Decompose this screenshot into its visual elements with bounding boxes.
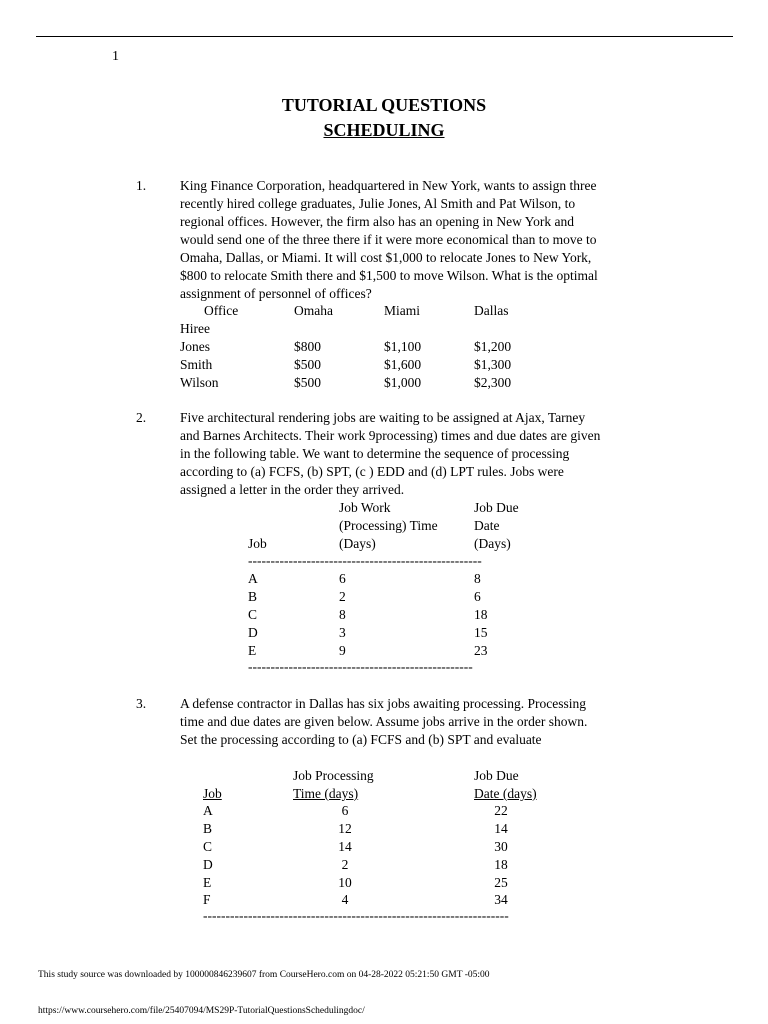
q3-time: 6 [341, 803, 349, 818]
q1-row-name: Jones [180, 339, 210, 354]
q3-time: 10 [338, 875, 352, 890]
q1-header-hiree: Hiree [180, 321, 210, 336]
q3-time: 14 [338, 839, 352, 854]
q2-header-work: (Days) [339, 536, 376, 551]
q2-job: E [248, 643, 257, 658]
q1-cell: $500 [294, 357, 321, 372]
q1-cell: $500 [294, 375, 321, 390]
q1-cell: $800 [294, 339, 321, 354]
q3-header-time: Time (days) [293, 786, 359, 801]
q2-header-work: Job Work [339, 500, 391, 515]
q1-row-name: Wilson [180, 375, 219, 390]
q2-due: 6 [474, 589, 481, 604]
q2-line: Five architectural rendering jobs are waiting to be assigned at Ajax, Tarney [180, 410, 586, 425]
q3-divider: -------------------------------------------------------------------- [203, 908, 509, 923]
q1-cell: $1,000 [384, 375, 422, 390]
q3-due: 30 [494, 839, 508, 854]
q2-number: 2. [136, 410, 147, 425]
q2-time: 8 [339, 607, 346, 622]
q3-number: 3. [136, 696, 147, 711]
q3-due: 25 [494, 875, 508, 890]
q1-col-header: Miami [384, 303, 420, 318]
q1-cell: $1,200 [474, 339, 512, 354]
q2-time: 6 [339, 571, 346, 586]
q1-row-name: Smith [180, 357, 213, 372]
q2-job: D [248, 625, 258, 640]
q1-line: recently hired college graduates, Julie Jones, Al Smith and Pat Wilson, to [180, 196, 576, 211]
q2-job: A [248, 571, 258, 586]
q1-cell: $1,600 [384, 357, 422, 372]
q3-line: time and due dates are given below. Assume jobs arrive in the order shown. [180, 714, 588, 729]
q2-header-due: Date [474, 518, 500, 533]
q3-line: A defense contractor in Dallas has six jobs awaiting processing. Processing [180, 696, 587, 711]
q2-job: C [248, 607, 258, 622]
q3-job: E [203, 875, 212, 890]
q2-due: 18 [474, 607, 488, 622]
source-url[interactable]: https://www.coursehero.com/file/25407094/MS29P-TutorialQuestionsSchedulingdoc/ [38, 1006, 365, 1016]
q2-divider: ---------------------------------------------------- [248, 553, 482, 568]
q3-job: A [203, 803, 213, 818]
q3-header-due: Job Due [474, 768, 519, 783]
page-subtitle: SCHEDULING [323, 120, 445, 140]
q1-text [180, 177, 650, 303]
q2-time: 9 [339, 643, 346, 658]
q1-line: $800 to relocate Smith there and $1,500 to move Wilson. What is the optimal [180, 268, 598, 283]
q1-col-header: Omaha [294, 303, 333, 318]
q3-line: Set the processing according to (a) FCFS and (b) SPT and evaluate [180, 732, 542, 747]
q2-header-due: (Days) [474, 536, 511, 551]
q1-line: King Finance Corporation, headquartered in New York, wants to assign three [180, 178, 597, 193]
q2-line: according to (a) FCFS, (b) SPT, (c ) EDD and (d) LPT rules. Jobs were [180, 464, 564, 479]
q3-job: B [203, 821, 213, 836]
q1-cell: $2,300 [474, 375, 512, 390]
q3-due: 14 [494, 821, 508, 836]
q3-due: 34 [494, 892, 508, 907]
q3-header-time: Job Processing [293, 768, 374, 783]
q1-line: regional offices. However, the firm also has an opening in New York and [180, 214, 574, 229]
q2-due: 8 [474, 571, 481, 586]
q1-header-office: Office [204, 303, 239, 318]
q2-line: and Barnes Architects. Their work 9processing) times and due dates are given [180, 428, 601, 443]
header-rule [36, 36, 733, 37]
q2-job: B [248, 589, 258, 604]
q1-col-header: Dallas [474, 303, 509, 318]
q3-job: F [203, 892, 211, 907]
q3-due: 22 [494, 803, 508, 818]
q1-cell: $1,100 [384, 339, 422, 354]
q2-due: 15 [474, 625, 488, 640]
q3-job: C [203, 839, 213, 854]
q2-line: in the following table. We want to determine the sequence of processing [180, 446, 570, 461]
q3-job: D [203, 857, 213, 872]
q3-header-due: Date (days) [474, 786, 537, 801]
q3-header-job: Job [203, 786, 222, 801]
source-note: This study source was downloaded by 100000846239607 from CourseHero.com on 04-28-2022 05:21:50 GMT -05:00 [38, 970, 490, 980]
q3-time: 12 [338, 821, 352, 836]
q2-header-work: (Processing) Time [339, 518, 438, 533]
q1-line: would send one of the three there if it were more economical than to move to [180, 232, 597, 247]
q3-time: 4 [341, 892, 349, 907]
q2-line: assigned a letter in the order they arrived. [180, 482, 405, 497]
q2-header-job: Job [248, 536, 267, 551]
page-title: TUTORIAL QUESTIONS [281, 95, 487, 115]
q2-divider: -------------------------------------------------- [248, 659, 473, 674]
q2-due: 23 [474, 643, 488, 658]
q2-time: 2 [339, 589, 346, 604]
q1-number: 1. [136, 178, 147, 193]
q1-line: assignment of personnel of offices? [180, 286, 372, 301]
q2-text [180, 409, 650, 499]
q1-line: Omaha, Dallas, or Miami. It will cost $1,000 to relocate Jones to New York, [180, 250, 592, 265]
q3-time: 2 [341, 857, 349, 872]
q3-text [180, 695, 650, 749]
page-number: 1 [112, 49, 119, 64]
q1-cell: $1,300 [474, 357, 512, 372]
q2-time: 3 [339, 625, 346, 640]
q2-header-due: Job Due [474, 500, 519, 515]
q3-due: 18 [494, 857, 508, 872]
